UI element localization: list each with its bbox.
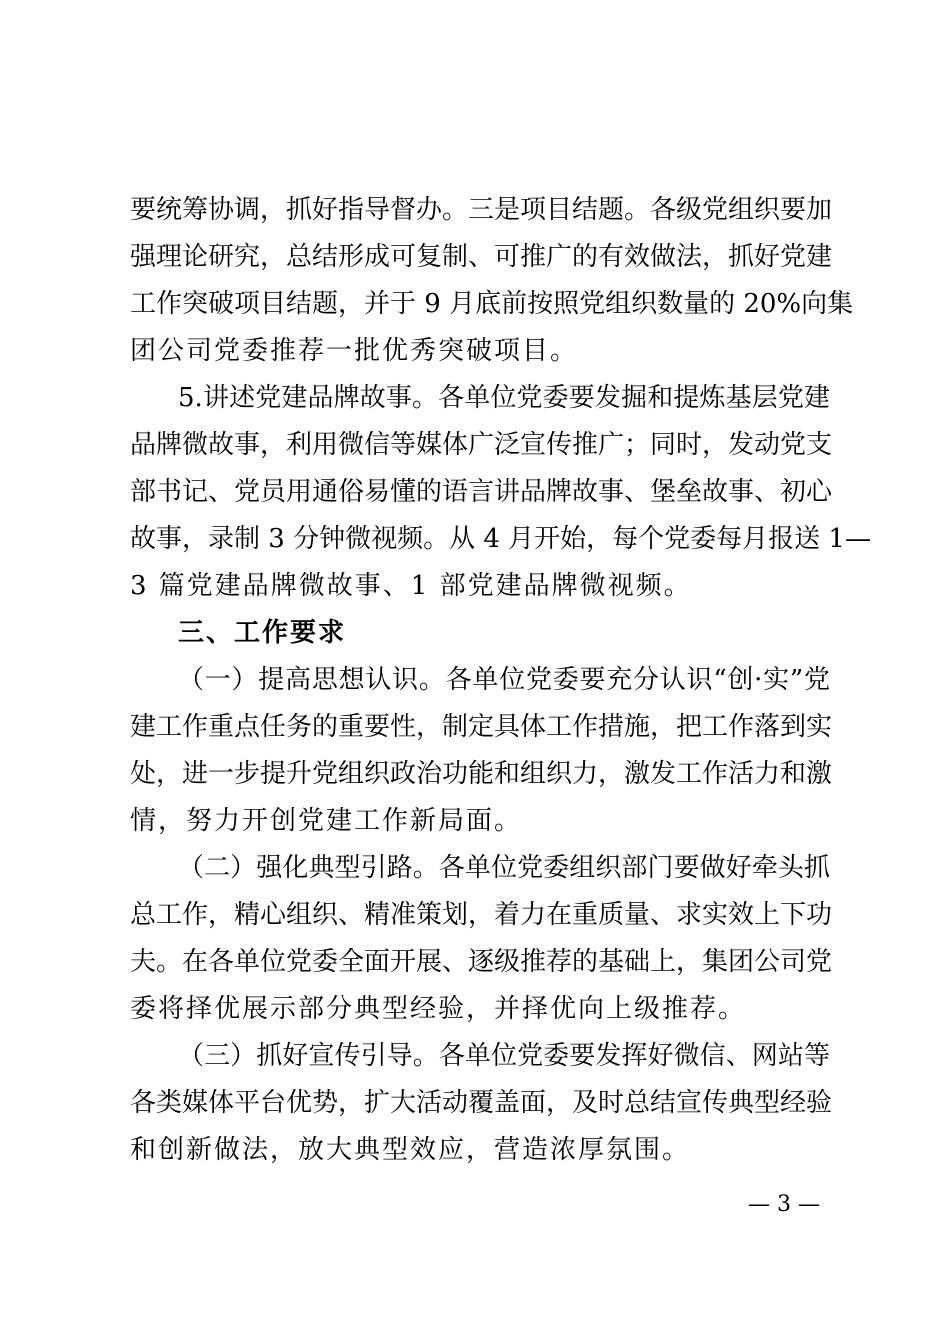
section-heading: 三、工作要求 [178,618,347,648]
paragraph-line: 故事，录制 3 分钟微视频。从 4 月开始，每个党委每月报送 1— [130,524,871,554]
paragraph-line: 处，进一步提升党组织政治功能和组织力，激发工作活力和激 [130,759,833,789]
paragraph-line: 和创新做法，放大典型效应，营造浓厚氛围。 [130,1135,691,1165]
paragraph-line: 3 篇党建品牌微故事、1 部党建品牌微视频。 [130,571,692,601]
paragraph-line: 各类媒体平台优势，扩大活动覆盖面，及时总结宣传典型经验 [130,1088,833,1118]
paragraph-line: 委将择优展示部分典型经验，并择优向上级推荐。 [130,994,747,1024]
paragraph-line: （二）强化典型引路。各单位党委组织部门要做好牵头抓 [178,853,830,883]
paragraph-line: 团公司党委推荐一批优秀突破项目。 [130,336,579,366]
paragraph-line: 总工作，精心组织、精准策划，着力在重质量、求实效上下功 [130,900,833,930]
paragraph-line: 5.讲述党建品牌故事。各单位党委要发掘和提炼基层党建 [178,383,830,413]
paragraph-line: 强理论研究，总结形成可复制、可推广的有效做法，抓好党建 [130,242,833,272]
paragraph-line: 夫。在各单位党委全面开展、逐级推荐的基础上，集团公司党 [130,947,833,977]
paragraph-line: 要统筹协调，抓好指导督办。三是项目结题。各级党组织要加 [130,195,833,225]
paragraph-line: 情，努力开创党建工作新局面。 [130,806,523,836]
paragraph-line: 建工作重点任务的重要性，制定具体工作措施，把工作落到实 [130,712,833,742]
paragraph-line: 部书记、党员用通俗易懂的语言讲品牌故事、堡垒故事、初心 [130,477,833,507]
page-number: — 3 — [748,1192,820,1217]
paragraph-line: 工作突破项目结题，并于 9 月底前按照党组织数量的 20%向集 [130,289,854,319]
paragraph-line: （一）提高思想认识。各单位党委要充分认识“创·实”党 [178,665,830,695]
paragraph-line: 品牌微故事，利用微信等媒体广泛宣传推广；同时，发动党支 [130,430,833,460]
paragraph-line: （三）抓好宣传引导。各单位党委要发挥好微信、网站等 [178,1041,830,1071]
